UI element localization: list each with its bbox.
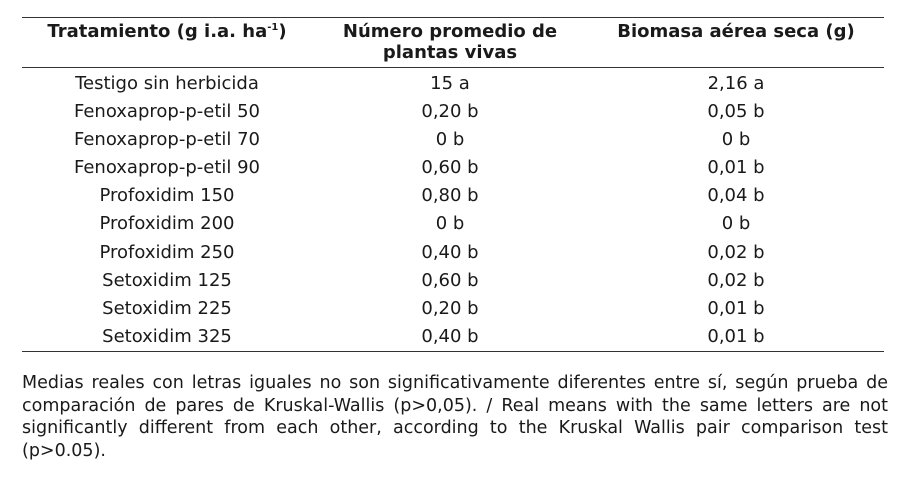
cell-biomasa: 0,02 b [707, 269, 765, 291]
table-row [22, 154, 884, 182]
cell-tratamiento: Setoxidim 225 [102, 297, 232, 319]
cell-biomasa: 0 b [721, 213, 751, 235]
cell-tratamiento: Profoxidim 150 [99, 185, 235, 207]
cell-biomasa: 0 b [721, 129, 751, 151]
cell-biomasa: 0,04 b [707, 185, 765, 207]
table-row [22, 68, 884, 99]
cell-biomasa: 0,01 b [707, 297, 765, 319]
cell-tratamiento: Setoxidim 325 [102, 325, 232, 347]
cell-biomasa: 2,16 a [707, 73, 765, 94]
header-tratamiento-superscript: -1 [267, 22, 279, 33]
cell-biomasa: 0,02 b [707, 241, 765, 263]
cell-biomasa: 0,01 b [707, 157, 765, 179]
cell-tratamiento: Testigo sin herbicida [75, 73, 259, 94]
cell-plantas: 0,20 b [421, 297, 479, 319]
cell-plantas: 0,80 b [421, 185, 479, 207]
table-row [22, 295, 884, 323]
table-row [22, 98, 884, 126]
cell-tratamiento: Profoxidim 250 [99, 241, 235, 263]
table-body [22, 68, 884, 352]
table-row [22, 267, 884, 295]
cell-tratamiento: Setoxidim 125 [102, 269, 232, 291]
header-row [22, 18, 884, 68]
header-tratamiento [22, 18, 312, 68]
table-row [22, 182, 884, 210]
cell-tratamiento: Fenoxaprop-p-etil 70 [73, 129, 261, 151]
table-row [22, 239, 884, 267]
cell-plantas: 0 b [435, 213, 465, 235]
cell-plantas: 0,40 b [421, 325, 479, 347]
cell-plantas: 0,40 b [421, 241, 479, 263]
header-tratamiento-text: Tratamiento (g i.a. ha [47, 21, 268, 42]
results-table [22, 17, 884, 352]
footnote: Medias reales con letras iguales no son significativamente diferentes entre sí, según prueba de comparación de pares de Kruskal-Wallis (p>0,05). / Real means with the same letters are not significantly different from each other, according to the Kruskal Wallis pair comparison test (p>0.05). [22, 373, 888, 461]
cell-plantas: 0 b [435, 129, 465, 151]
cell-plantas: 15 a [430, 73, 470, 94]
results-table-container [22, 17, 884, 352]
table-header [22, 18, 884, 68]
header-plantas: Número promedio de plantas vivas [342, 21, 558, 63]
cell-plantas: 0,60 b [421, 157, 479, 179]
header-tratamiento-close: ) [278, 21, 287, 42]
cell-biomasa: 0,05 b [707, 101, 765, 123]
table-row [22, 126, 884, 154]
header-biomasa: Biomasa aérea seca (g) [617, 21, 855, 42]
cell-biomasa: 0,01 b [707, 325, 765, 347]
cell-tratamiento: Fenoxaprop-p-etil 90 [73, 157, 261, 179]
table-row [22, 323, 884, 352]
cell-plantas: 0,60 b [421, 269, 479, 291]
cell-tratamiento: Fenoxaprop-p-etil 50 [73, 101, 261, 123]
cell-tratamiento: Profoxidim 200 [99, 213, 235, 235]
cell-plantas: 0,20 b [421, 101, 479, 123]
table-row [22, 210, 884, 238]
